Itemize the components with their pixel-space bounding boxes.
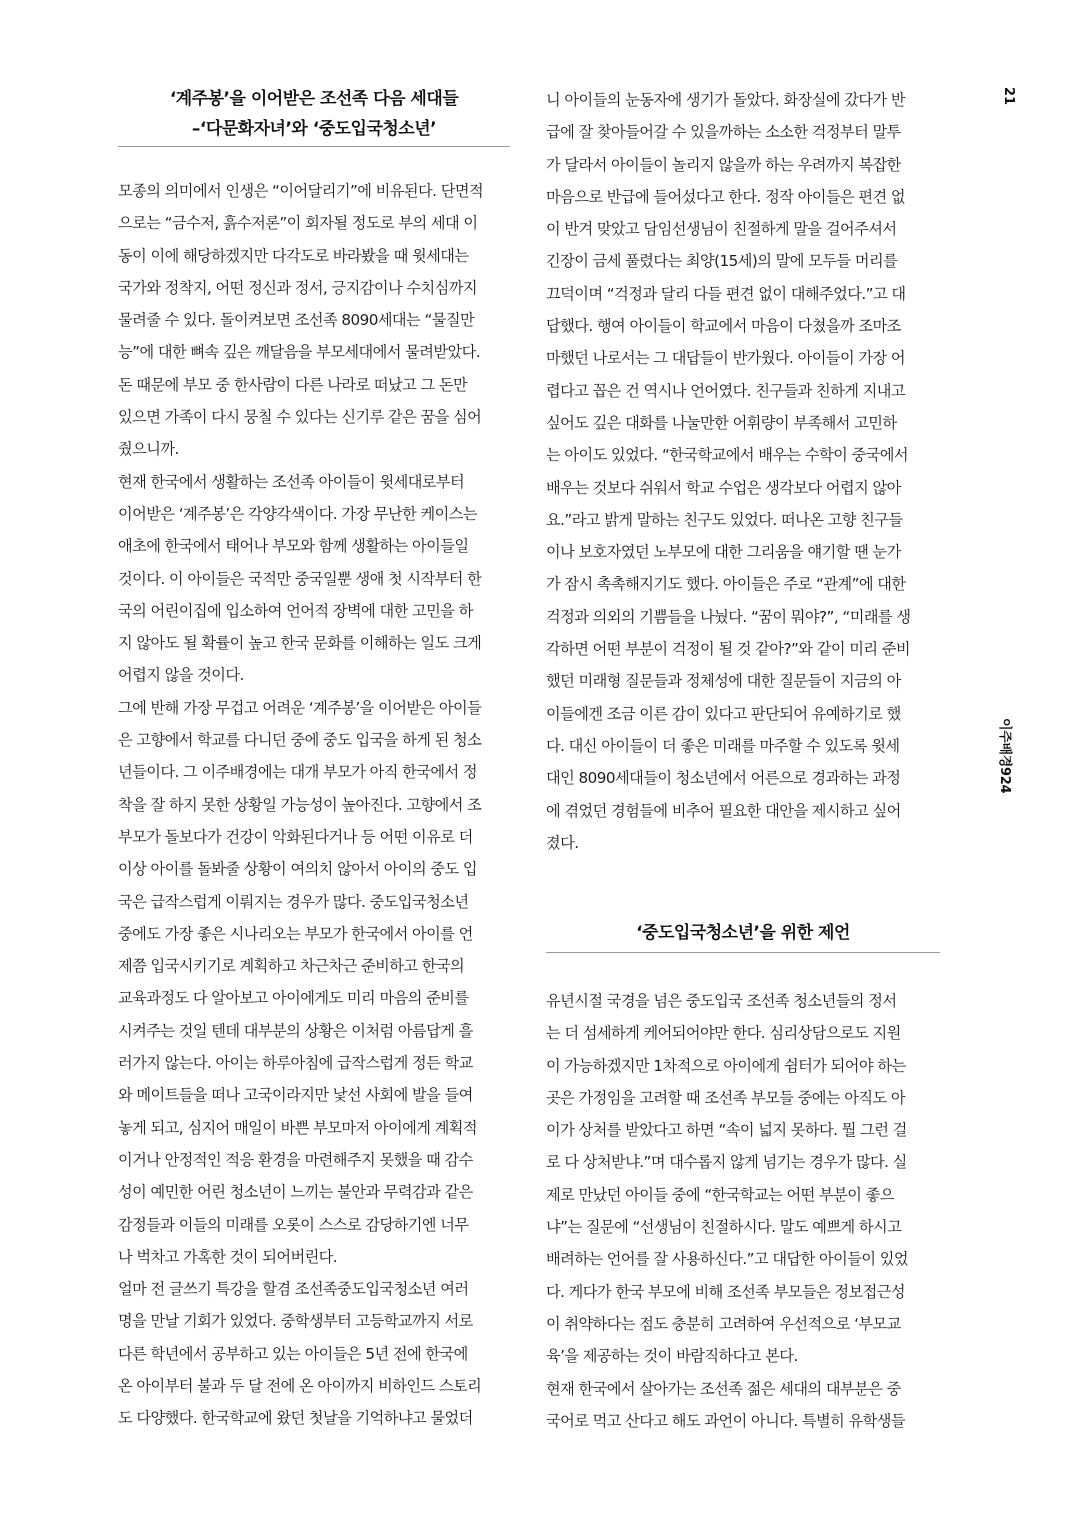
text-line: 급에 잘 찾아들어갈 수 있을까하는 소소한 걱정부터 말투 [546,123,901,142]
text-line: 유년시절 국경을 넘은 중도입국 조선족 청소년들의 정서 [546,992,897,1010]
text-line: 모종의 의미에서 인생은 “이어달리기”에 비유된다. 단면적 [118,182,484,200]
text-line: 배려하는 언어를 잘 사용하신다.”고 대답한 아이들이 있었 [546,1250,909,1269]
text-line: 국어로 먹고 산다고 해도 과언이 아니다. 특별히 유학생들 [546,1411,906,1430]
text-line: 이가 상처를 받았다고 하면 “속이 넓지 못하다. 뭘 그런 걸 [546,1121,907,1140]
text-line: 마했던 나로서는 그 대답들이 반가웠다. 아이들이 가장 어 [546,349,906,368]
heading-line-2: –‘다문화자녀’와 ‘중도입국청소년’ [191,119,437,139]
text-line: 은 고향에서 학교를 다니던 중에 중도 입국을 하게 된 청소 [118,731,482,750]
text-line: 이들에겐 조금 이른 감이 있다고 판단되어 유예하기로 했 [546,704,901,723]
text-line: 답했다. 행여 아이들이 학교에서 마음이 다쳤을까 조마조 [546,317,901,336]
right-section-body [546,985,940,1437]
text-line: 감정들과 이들의 미래를 오롯이 스스로 감당하기엔 너무 [118,1215,469,1234]
text-line: 물려줄 수 있다. 돌이켜보면 조선족 8090세대는 “물질만 [118,311,475,330]
text-line: 육’을 제공하는 것이 바람직하다고 본다. [546,1347,798,1366]
text-line: 러가지 않는다. 아이는 하루아침에 급작스럽게 정든 학교 [118,1054,473,1073]
text-line: 명을 만날 기회가 있었다. 중학생부터 고등학교까지 서로 [118,1312,473,1331]
text-line: 싶어도 깊은 대화를 나눌만한 어휘량이 부족해서 고민하 [546,413,897,432]
text-line: 다. 대신 아이들이 더 좋은 미래를 마주할 수 있도록 윗세 [546,736,900,755]
text-line: 에 겪었던 경험들에 비추어 필요한 대안을 제시하고 싶어 [546,801,901,820]
text-line: 어렵지 않을 것이다. [118,666,244,685]
text-line: 이상 아이를 돌봐줄 상황이 여의치 않아서 아이의 중도 입 [118,860,478,879]
text-line: 이어받은 ‘계주봉’은 각양각색이다. 가장 무난한 케이스는 [118,504,478,523]
text-line: 는 아이도 있었다. “한국학교에서 배우는 수학이 중국에서 [546,446,909,465]
text-line: 줬으니까. [118,440,179,459]
text-line: 마음으로 반급에 들어섰다고 한다. 정작 아이들은 편견 없 [546,187,906,206]
text-line: 각하면 어떤 부분이 걱정이 될 것 같아?”와 같이 미리 준비 [546,640,910,659]
text-line: 가 달라서 아이들이 놀리지 않을까 하는 우려까지 복잡한 [546,155,901,174]
text-line: 온 아이부터 불과 두 달 전에 온 아이까지 비하인드 스토리 [118,1376,482,1395]
left-body-text [118,175,510,1435]
text-line: 그에 반해 가장 무겁고 어려운 ‘계주봉’을 이어받은 아이들 [118,698,482,717]
text-line: 대인 8090세대들이 청소년에서 어른으로 경과하는 과정 [546,769,901,788]
text-line: 지 않아도 될 확률이 높고 한국 문화를 이해하는 일도 크게 [118,634,482,653]
text-line: 곳은 가정임을 고려할 때 조선족 부모들 중에는 아직도 아 [546,1088,906,1107]
text-line: 능”에 대한 뼈속 깊은 깨달음을 부모세대에서 물려받았다. [118,343,481,362]
text-line: 돈 때문에 부모 중 한사람이 다른 나라로 떠났고 그 돈만 [118,375,468,394]
text-line: 이 반겨 맞았고 담임선생님이 친절하게 말을 걸어주셔서 [546,220,897,239]
text-line: 다른 학년에서 공부하고 있는 아이들은 5년 전에 한국에 [118,1344,468,1363]
text-line: 성이 예민한 어린 청소년이 느끼는 불안과 무력감과 같은 [118,1183,473,1202]
text-line: 동이 이에 해당하겠지만 다각도로 바라봤을 때 윗세대는 [118,246,469,265]
text-line: 렵다고 꼽은 건 역시나 언어였다. 친구들과 친하게 지내고 [546,381,906,400]
text-line: 이 가능하겠지만 1차적으로 아이에게 쉼터가 되어야 하는 [546,1056,906,1075]
text-line: 현재 한국에서 생활하는 조선족 아이들이 윗세대로부터 [118,472,465,491]
text-line: 이나 보호자였던 노부모에 대한 그리움을 얘기할 땐 눈가 [546,543,901,562]
right-body-text-bottom [546,985,940,1437]
right-column [546,84,940,859]
text-line: 도 다양했다. 한국학교에 왔던 첫날을 기억하냐고 물었더 [118,1409,473,1428]
left-column [118,84,510,1435]
text-line: 이 취약하다는 점도 충분히 고려하여 우선적으로 ‘부모교 [546,1314,901,1333]
text-line: 제로 만났던 아이들 중에 “한국학교는 어떤 부분이 좋으 [546,1185,894,1204]
text-line: 로 다 상처받냐.”며 대수롭지 않게 넘기는 경우가 많다. 실 [546,1153,907,1172]
right-body-text-top [546,84,940,859]
text-line: 니 아이들의 눈동자에 생기가 돌았다. 화장실에 갔다가 반 [546,91,906,109]
text-line: 국은 급작스럽게 이뤄지는 경우가 많다. 중도입국청소년 [118,892,469,911]
text-line: 부모가 돌보다가 건강이 악화된다거나 등 어떤 이유로 더 [118,827,473,846]
text-line: 이거나 안정적인 적응 환경을 마련해주지 못했을 때 감수 [118,1150,473,1169]
text-line: 얼마 전 글쓰기 특강을 할겸 조선족중도입국청소년 여러 [118,1280,469,1299]
text-line: 다. 게다가 한국 부모에 비해 조선족 부모들은 정보접근성 [546,1282,906,1301]
text-line: 제쯤 입국시키기로 계획하고 차근차근 준비하고 한국의 [118,957,465,976]
right-section-heading [546,918,940,953]
text-line: 애초에 한국에서 태어나 부모와 함께 생활하는 아이들일 [118,537,469,556]
text-line: 착을 잘 하지 못한 상황일 가능성이 높아진다. 고향에서 조 [118,795,482,814]
text-line: 현재 한국에서 살아가는 조선족 젊은 세대의 대부분은 중 [546,1379,901,1398]
section-heading-title: ‘중도입국청소년’을 위한 제언 [636,923,850,943]
text-line: 시켜주는 것일 텐데 대부분의 상황은 이처럼 아름답게 흘 [118,1021,473,1040]
text-line: 으로는 “금수저, 흙수저론”이 회자될 정도로 부의 세대 이 [118,214,478,233]
text-line: 졌다. [546,833,579,852]
text-line: 요.”라고 밝게 말하는 친구도 있었다. 떠나온 고향 친구들 [546,510,903,529]
page-number: 21 [1001,87,1016,106]
text-line: 는 더 섬세하게 케어되어야만 한다. 심리상담으로도 지원 [546,1024,901,1043]
text-line: 했던 미래형 질문들과 정체성에 대한 질문들이 지금의 아 [546,672,901,691]
text-line: 놓게 되고, 심지어 매일이 바쁜 부모마저 아이에게 계획적 [118,1118,478,1137]
text-line: 교육과정도 다 알아보고 아이에게도 미리 마음의 준비를 [118,989,469,1008]
text-line: 가 잠시 촉촉해지기도 했다. 아이들은 주로 “관계”에 대한 [546,575,906,594]
text-line: 중에도 가장 좋은 시나리오는 부모가 한국에서 아이를 언 [118,924,473,943]
text-line: 긴장이 금세 풀렸다는 최양(15세)의 말에 모두들 머리를 [546,252,898,271]
heading-line-1: ‘계주봉’을 이어받은 조선족 다음 세대들 [169,89,459,109]
text-line: 와 메이트들을 떠나 고국이라지만 낯선 사회에 발을 들여 [118,1086,473,1105]
left-section-heading [118,84,510,147]
text-line: 국의 어린이집에 입소하여 언어적 장벽에 대한 고민을 하 [118,601,473,620]
text-line: 있으면 가족이 다시 뭉칠 수 있다는 신기루 같은 꿈을 심어 [118,408,482,427]
text-line: 끄덕이며 “걱정과 달리 다들 편견 없이 대해주었다.”고 대 [546,284,906,303]
text-line: 년들이다. 그 이주배경에는 대개 부모가 아직 한국에서 정 [118,763,478,782]
text-line: 국가와 정착지, 어떤 정신과 정서, 긍지감이나 수치심까지 [118,278,478,297]
text-line: 배우는 것보다 쉬워서 학교 수업은 생각보다 어렵지 않아 [546,478,901,497]
text-line: 걱정과 의외의 기쁨들을 나눴다. “꿈이 뭐야?”, “미래를 생 [546,607,911,626]
text-line: 나 벅차고 가혹한 것이 되어버린다. [118,1247,338,1266]
text-line: 것이다. 이 아이들은 국적만 중국일뿐 생애 첫 시작부터 한 [118,569,482,588]
text-line: 냐”는 질문에 “선생님이 친절하시다. 말도 예쁘게 하시고 [546,1218,902,1237]
running-title: 이주배경924 [997,718,1012,794]
